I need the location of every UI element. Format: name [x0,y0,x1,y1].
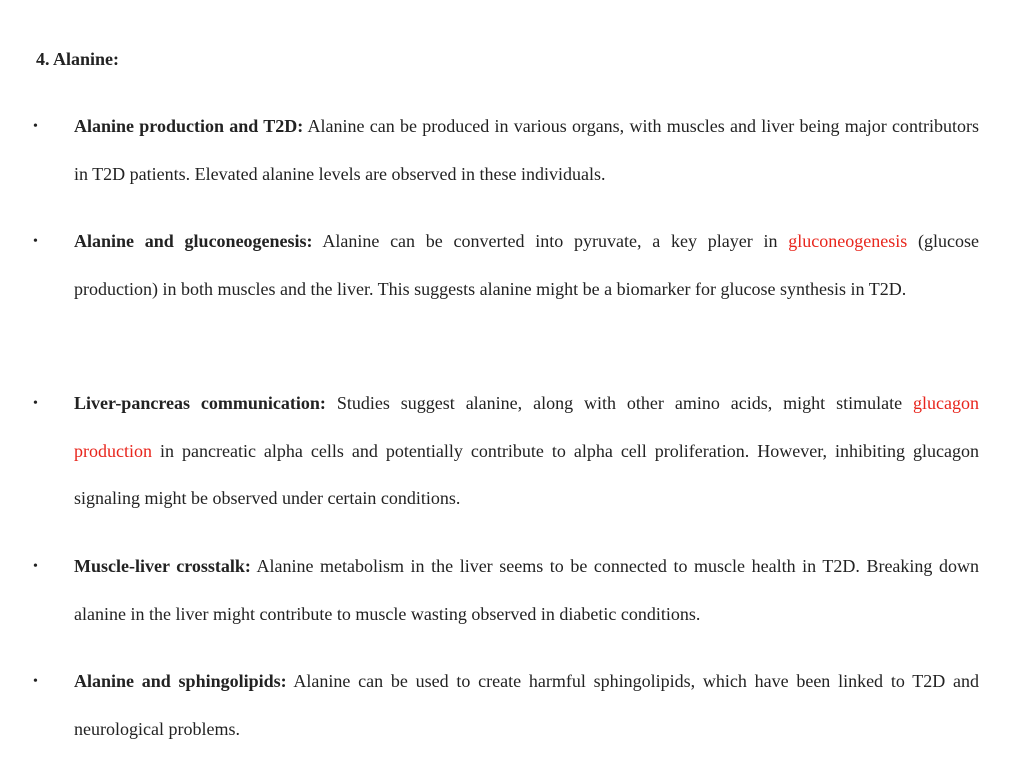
bullet-term: Muscle-liver crosstalk: [74,556,251,576]
bullet-item-muscle-liver [33,543,979,638]
bullet-icon: • [33,674,38,689]
bullet-text: Alanine metabolism in the liver seems to be connected to muscle health in T2D. Breaking down alanine in the liver might contribute to muscle wasting observed in diabetic conditions. [74,556,979,624]
bullet-term: Liver-pancreas communication: [74,393,326,413]
bullet-icon: • [33,559,38,574]
bullet-term: Alanine and gluconeogenesis: [74,231,313,251]
bullet-text: (glucose production) in both muscles and the liver. This suggests alanine might be a biomarker for glucose synthesis in T2D. [74,231,979,299]
bullet-icon: • [33,396,38,411]
bullet-item-gluconeogenesis [33,218,979,313]
section-heading: 4. Alanine: [36,49,120,69]
bullet-text: in pancreatic alpha cells and potentially contribute to alpha cell proliferation. However, inhibiting glucagon signaling might be observed under certain conditions. [74,440,979,508]
bullet-icon: • [33,234,38,249]
bullet-item-sphingolipids [33,658,979,753]
bullet-text: Alanine can be converted into pyruvate, a key player in [312,231,789,251]
bullet-item-alanine-production [33,103,979,198]
bullet-text: Studies suggest alanine, along with other amino acids, might stimulate [325,393,914,413]
bullet-text: Alanine can be used to create harmful sphingolipids, which have been linked to T2D and neurological problems. [74,671,979,739]
bullet-term: Alanine and sphingolipids: [74,671,287,691]
bullet-icon: • [33,119,38,134]
highlighted-term: gluconeogenesis [788,231,908,251]
bullet-term: Alanine production and T2D: [74,116,304,136]
bullet-item-liver-pancreas [33,380,979,523]
bullet-text: Alanine can be produced in various organs, with muscles and liver being major contributors in T2D patients. Elevated alanine levels are observed in these individuals. [74,116,979,184]
highlighted-term: glucagon production [74,393,979,461]
